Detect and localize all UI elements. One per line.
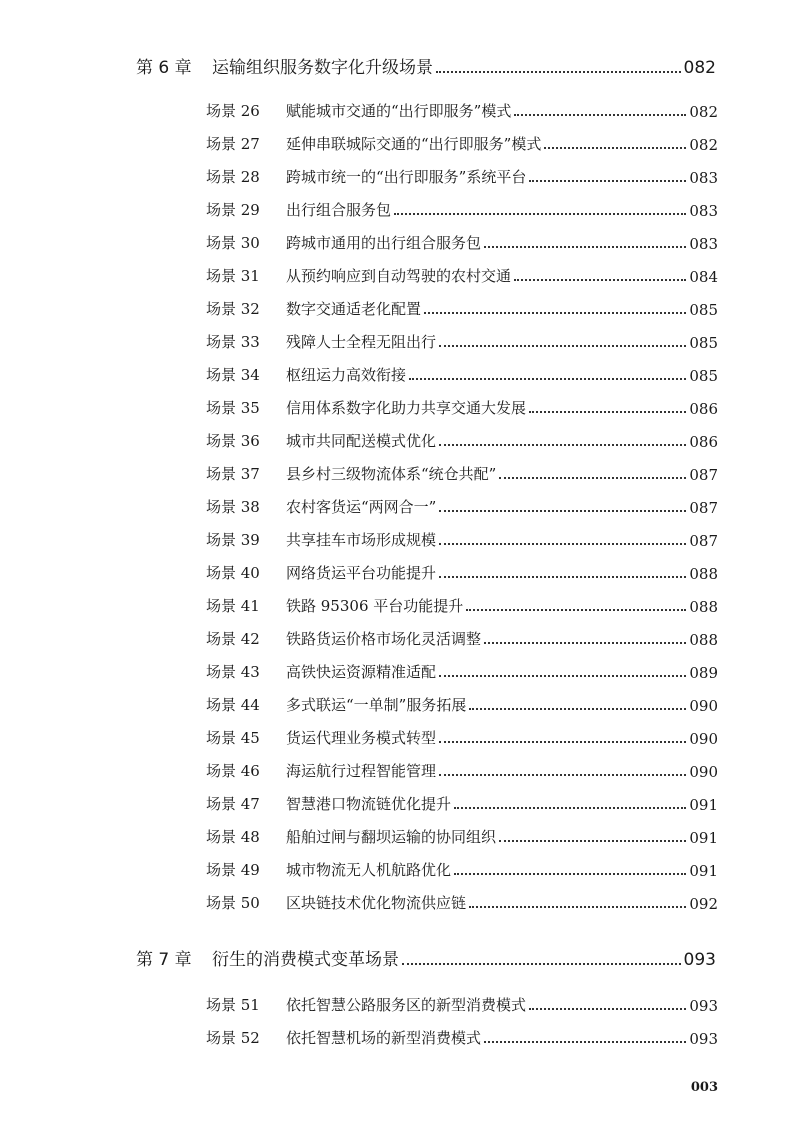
scene-number: 场景 46 — [206, 762, 260, 780]
scene-title: 跨城市统一的“出行即服务”系统平台 — [286, 168, 527, 186]
scene-title: 信用体系数字化助力共享交通大发展 — [286, 399, 527, 417]
scene-page: 093 — [689, 997, 718, 1015]
toc-entry[interactable] — [206, 592, 718, 616]
scene-title: 依托智慧机场的新型消费模式 — [286, 1029, 482, 1047]
toc-entry[interactable] — [206, 823, 718, 847]
scene-number: 场景 52 — [206, 1029, 260, 1047]
scene-page: 083 — [689, 202, 718, 220]
scene-title: 城市物流无人机航路优化 — [286, 861, 452, 879]
scene-title: 数字交通适老化配置 — [286, 300, 422, 318]
scene-number: 场景 30 — [206, 234, 260, 252]
scene-page: 088 — [689, 565, 718, 583]
toc-entry[interactable] — [206, 295, 718, 319]
dot-leader — [529, 1008, 686, 1010]
scene-number: 场景 32 — [206, 300, 260, 318]
scene-page: 088 — [689, 631, 718, 649]
toc-entry[interactable] — [206, 130, 718, 154]
scene-number: 场景 29 — [206, 201, 260, 219]
scene-page: 093 — [689, 1030, 718, 1048]
scene-page: 086 — [689, 400, 718, 418]
scene-page: 087 — [689, 466, 718, 484]
toc-entry[interactable] — [206, 262, 718, 286]
scene-page: 082 — [689, 103, 718, 121]
scene-title: 智慧港口物流链优化提升 — [286, 795, 452, 813]
scene-number: 场景 31 — [206, 267, 260, 285]
dot-leader — [439, 345, 686, 347]
toc-entry[interactable] — [206, 790, 718, 814]
scene-number: 场景 34 — [206, 366, 260, 384]
dot-leader — [424, 312, 686, 314]
scene-page: 086 — [689, 433, 718, 451]
scene-page: 084 — [689, 268, 718, 286]
scene-title: 枢纽运力高效衔接 — [286, 366, 407, 384]
toc-entry[interactable] — [206, 1024, 718, 1048]
scene-title: 农村客货运“两网合一” — [286, 498, 437, 516]
scene-number: 场景 45 — [206, 729, 260, 747]
dot-leader — [409, 378, 686, 380]
toc-entry[interactable] — [206, 328, 718, 352]
toc-entry[interactable] — [206, 691, 718, 715]
scene-number: 场景 49 — [206, 861, 260, 879]
toc-entry[interactable] — [206, 757, 718, 781]
dot-leader — [439, 774, 686, 776]
scene-page: 089 — [689, 664, 718, 682]
dot-leader — [529, 411, 686, 413]
scene-page: 091 — [689, 829, 718, 847]
scene-title: 多式联运“一单制”服务拓展 — [286, 696, 467, 714]
scene-number: 场景 37 — [206, 465, 260, 483]
scene-title: 船舶过闸与翻坝运输的协同组织 — [286, 828, 497, 846]
scene-page: 087 — [689, 499, 718, 517]
dot-leader — [499, 477, 686, 479]
scene-title: 依托智慧公路服务区的新型消费模式 — [286, 996, 527, 1014]
toc-entry[interactable] — [206, 394, 718, 418]
scene-page: 091 — [689, 862, 718, 880]
toc-entry[interactable] — [206, 361, 718, 385]
scene-page: 083 — [689, 235, 718, 253]
dot-leader — [499, 840, 686, 842]
scene-title: 出行组合服务包 — [286, 201, 392, 219]
toc-entry[interactable] — [206, 163, 718, 187]
scene-page: 092 — [689, 895, 718, 913]
dot-leader — [439, 510, 686, 512]
scene-title: 铁路 95306 平台功能提升 — [286, 597, 464, 615]
scene-number: 场景 39 — [206, 531, 260, 549]
scene-title: 高铁快运资源精准适配 — [286, 663, 437, 681]
chapter-title: 运输组织服务数字化升级场景 — [212, 58, 433, 78]
scene-number: 场景 51 — [206, 996, 260, 1014]
dot-leader — [439, 741, 686, 743]
scene-title: 铁路货运价格市场化灵活调整 — [286, 630, 482, 648]
scene-title: 网络货运平台功能提升 — [286, 564, 437, 582]
scene-number: 场景 38 — [206, 498, 260, 516]
scene-page: 082 — [689, 136, 718, 154]
scene-title: 货运代理业务模式转型 — [286, 729, 437, 747]
dot-leader — [436, 71, 681, 73]
dot-leader — [439, 576, 686, 578]
chapter-heading[interactable] — [136, 942, 716, 970]
scene-number: 场景 48 — [206, 828, 260, 846]
scene-number: 场景 43 — [206, 663, 260, 681]
scene-title: 从预约响应到自动驾驶的农村交通 — [286, 267, 512, 285]
scene-number: 场景 47 — [206, 795, 260, 813]
toc-entry[interactable] — [206, 229, 718, 253]
toc-entry[interactable] — [206, 724, 718, 748]
dot-leader — [514, 114, 686, 116]
dot-leader — [394, 213, 686, 215]
scene-number: 场景 27 — [206, 135, 260, 153]
toc-entry[interactable] — [206, 493, 718, 517]
toc-entry[interactable] — [206, 460, 718, 484]
scene-page: 087 — [689, 532, 718, 550]
toc-entry[interactable] — [206, 625, 718, 649]
dot-leader — [544, 147, 686, 149]
dot-leader — [469, 708, 686, 710]
scene-page: 090 — [689, 697, 718, 715]
scene-title: 残障人士全程无阻出行 — [286, 333, 437, 351]
toc-entry[interactable] — [206, 427, 718, 451]
page-number: 003 — [690, 1080, 718, 1095]
scene-title: 跨城市通用的出行组合服务包 — [286, 234, 482, 252]
scene-title: 城市共同配送模式优化 — [286, 432, 437, 450]
scene-number: 场景 33 — [206, 333, 260, 351]
toc-entry[interactable] — [206, 196, 718, 220]
scene-page: 090 — [689, 730, 718, 748]
chapter-number: 第 6 章 — [136, 58, 192, 78]
dot-leader — [439, 543, 686, 545]
scene-title: 共享挂车市场形成规模 — [286, 531, 437, 549]
chapter-page: 093 — [683, 950, 716, 970]
scene-page: 085 — [689, 334, 718, 352]
dot-leader — [514, 279, 686, 281]
scene-title: 海运航行过程智能管理 — [286, 762, 437, 780]
chapter-title: 衍生的消费模式变革场景 — [212, 950, 399, 970]
chapter-page: 082 — [683, 58, 716, 78]
dot-leader — [402, 963, 681, 965]
scene-number: 场景 50 — [206, 894, 260, 912]
scene-number: 场景 35 — [206, 399, 260, 417]
scene-title: 延伸串联城际交通的“出行即服务”模式 — [286, 135, 542, 153]
scene-page: 091 — [689, 796, 718, 814]
scene-title: 区块链技术优化物流供应链 — [286, 894, 467, 912]
toc-entry[interactable] — [206, 658, 718, 682]
scene-page: 085 — [689, 301, 718, 319]
chapter-number: 第 7 章 — [136, 950, 192, 970]
dot-leader — [439, 675, 686, 677]
toc-entry[interactable] — [206, 991, 718, 1015]
scene-number: 场景 41 — [206, 597, 260, 615]
scene-title: 县乡村三级物流体系“统仓共配” — [286, 465, 497, 483]
dot-leader — [466, 609, 686, 611]
dot-leader — [454, 873, 686, 875]
toc-entry[interactable] — [206, 559, 718, 583]
scene-number: 场景 42 — [206, 630, 260, 648]
dot-leader — [484, 642, 686, 644]
dot-leader — [484, 246, 686, 248]
dot-leader — [484, 1041, 686, 1043]
scene-number: 场景 28 — [206, 168, 260, 186]
scene-page: 083 — [689, 169, 718, 187]
toc-entry[interactable] — [206, 526, 718, 550]
toc-entry[interactable] — [206, 856, 718, 880]
toc-entry[interactable] — [206, 97, 718, 121]
scene-number: 场景 36 — [206, 432, 260, 450]
scene-number: 场景 40 — [206, 564, 260, 582]
dot-leader — [439, 444, 686, 446]
scene-page: 088 — [689, 598, 718, 616]
chapter-heading[interactable] — [136, 50, 716, 78]
dot-leader — [469, 906, 686, 908]
scene-number: 场景 26 — [206, 102, 260, 120]
dot-leader — [454, 807, 686, 809]
dot-leader — [529, 180, 686, 182]
scene-title: 赋能城市交通的“出行即服务”模式 — [286, 102, 512, 120]
scene-page: 090 — [689, 763, 718, 781]
scene-number: 场景 44 — [206, 696, 260, 714]
scene-page: 085 — [689, 367, 718, 385]
toc-entry[interactable] — [206, 889, 718, 913]
